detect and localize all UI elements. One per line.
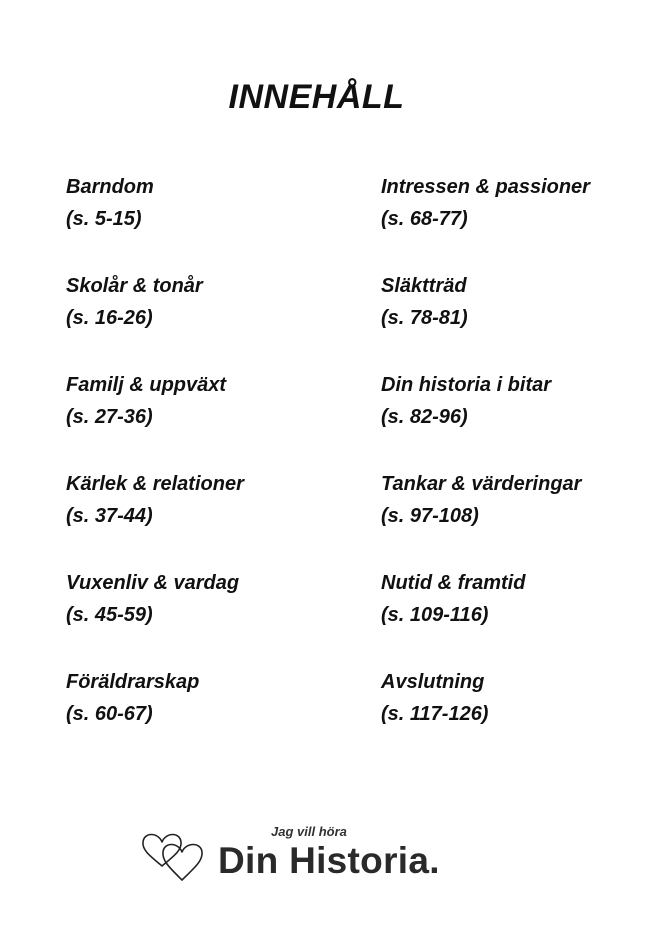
toc-entry-name: Nutid & framtid bbox=[381, 572, 526, 594]
toc-entry-name: Barndom bbox=[66, 176, 154, 198]
toc-entry-name: Familj & uppväxt bbox=[66, 374, 227, 396]
toc-entry-name: Tankar & värderingar bbox=[381, 473, 582, 495]
toc-entry bbox=[381, 369, 590, 468]
toc-left-column bbox=[66, 171, 244, 765]
toc-entry-pages: (s. 16-26) bbox=[66, 307, 153, 329]
toc-entry bbox=[66, 567, 244, 666]
toc-entry-pages: (s. 117-126) bbox=[381, 703, 489, 725]
toc-entry-name: Avslutning bbox=[381, 671, 485, 693]
logo-tagline: Jag vill höra bbox=[271, 824, 347, 839]
page-title: INNEHÅLL bbox=[228, 78, 405, 116]
toc-entry bbox=[381, 270, 590, 369]
toc-entry bbox=[66, 666, 244, 765]
toc-entry-pages: (s. 60-67) bbox=[66, 703, 153, 725]
toc-entry-pages: (s. 78-81) bbox=[381, 307, 468, 329]
hearts-icon bbox=[140, 828, 206, 884]
toc-entry-pages: (s. 5-15) bbox=[66, 208, 142, 230]
toc-entry bbox=[381, 666, 590, 765]
toc-entry bbox=[66, 171, 244, 270]
toc-entry-pages: (s. 97-108) bbox=[381, 505, 479, 527]
toc-entry bbox=[381, 468, 590, 567]
toc-entry-pages: (s. 68-77) bbox=[381, 208, 468, 230]
toc-entry-name: Skolår & tonår bbox=[66, 275, 203, 297]
logo-brand-name: Din Historia. bbox=[218, 840, 440, 881]
toc-entry bbox=[66, 369, 244, 468]
toc-entry-name: Vuxenliv & vardag bbox=[66, 572, 240, 594]
toc-entry-pages: (s. 37-44) bbox=[66, 505, 153, 527]
toc-entry bbox=[66, 468, 244, 567]
toc-entry-name: Intressen & passioner bbox=[381, 176, 590, 198]
toc-entry-name: Släktträd bbox=[381, 275, 467, 297]
toc-entry bbox=[381, 171, 590, 270]
toc-right-column bbox=[381, 171, 590, 765]
toc-entry-name: Din historia i bitar bbox=[381, 374, 552, 396]
brand-logo bbox=[140, 824, 450, 886]
toc-entry bbox=[66, 270, 244, 369]
toc-entry-pages: (s. 45-59) bbox=[66, 604, 153, 626]
toc-entry bbox=[381, 567, 590, 666]
toc-entry-pages: (s. 109-116) bbox=[381, 604, 489, 626]
toc-entry-name: Föräldrarskap bbox=[66, 671, 200, 693]
toc-entry-pages: (s. 27-36) bbox=[66, 406, 153, 428]
toc-entry-pages: (s. 82-96) bbox=[381, 406, 468, 428]
toc-entry-name: Kärlek & relationer bbox=[66, 473, 244, 495]
